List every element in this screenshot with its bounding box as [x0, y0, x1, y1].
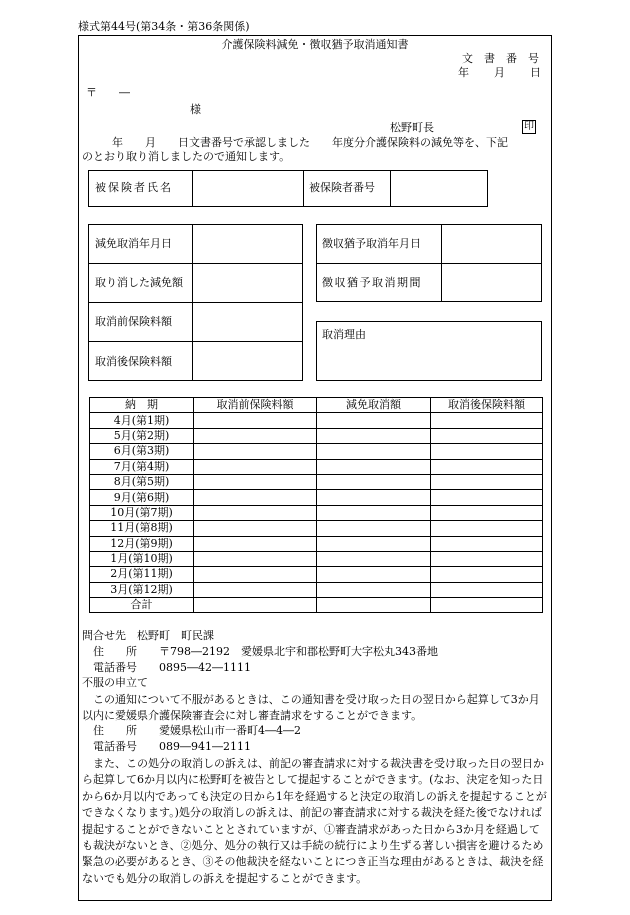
document-number-label: 文 書 番 号: [462, 52, 539, 65]
seal-mark: 印: [524, 121, 534, 132]
deferral-cancel-period-label: 徴収猶予取消期間: [322, 276, 422, 289]
form-number: 様式第44号(第34条・第36条関係): [78, 20, 250, 33]
date-label: 年 月 日: [458, 66, 542, 79]
period-cell: 12月(第9期): [90, 536, 194, 551]
period-cell: 6月(第3期): [90, 444, 194, 459]
table-row: [90, 444, 543, 459]
table-row: [90, 459, 543, 474]
period-cell: 10月(第7期): [90, 505, 194, 520]
header-due-period: 納 期: [90, 398, 194, 413]
table-row: [90, 582, 543, 597]
appeal-heading: 不服の申立て: [82, 676, 148, 689]
period-cell: 11月(第8期): [90, 521, 194, 536]
reduction-cancel-date-label: 減免取消年月日: [95, 237, 172, 250]
period-cell: 1月(第10期): [90, 551, 194, 566]
period-cell: 7月(第4期): [90, 459, 194, 474]
period-cell: 2月(第11期): [90, 567, 194, 582]
deferral-cancel-date-label: 徴収猶予取消年月日: [322, 237, 421, 250]
recipient-honorific: 様: [190, 103, 201, 116]
table-row: [90, 474, 543, 489]
header-pre-cancel-premium: 取消前保険料額: [194, 398, 317, 413]
intro-text-line1: 年 月 日文書番号で承認しました 年度分介護保険料の減免等を、下記: [90, 136, 508, 149]
contact-address: 住 所 〒798―2192 愛媛県北宇和郡松野町大字松丸343番地: [82, 645, 438, 658]
period-cell: 5月(第2期): [90, 428, 194, 443]
header-post-cancel-premium: 取消後保険料額: [431, 398, 543, 413]
appeal-paragraph-2: また、この処分の取消しの訴えは、前記の審査請求に対する裁決書を受け取った日の翌日から起算して6か月以内に松野町を被告として提起することができます。(なお、決定を知った日から6か月以内であっても決定の日から1年を経過すると決定の取消しの訴えを提起することができなくなります。)処分の取消しの訴えは、前記の審査請求に対する裁決を経た後でなければ提起することができないこととされていますが、①審査請求があった日から3か月を経過しても裁決がないとき、②処分、処分の執行又は手続の続行により生ずる著しい損害を避けるため緊急の必要があるとき、③その他裁決を経ないことにつき正当な理由があるときは、裁決を経ないでも処分の取消しの訴えを提起することができます。: [82, 757, 547, 885]
contact-phone: 電話番号 0895―42―1111: [82, 661, 251, 674]
pre-cancel-premium-label: 取消前保険料額: [95, 315, 172, 328]
insured-number-label: 被保険者番号: [309, 181, 375, 194]
appeal-paragraph-1: この通知について不服があるときは、この通知書を受け取った日の翌日から起算して3か月以内に愛媛県介護保険審査会に対し審査請求をすることができます。: [82, 693, 540, 722]
post-cancel-premium-label: 取消後保険料額: [95, 355, 172, 368]
postal-code-mark: 〒 ―: [86, 86, 130, 99]
issuer-name: 松野町長: [390, 121, 434, 134]
total-cell: 合計: [90, 598, 194, 613]
table-row-total: [90, 598, 543, 613]
document-title: 介護保険料減免・徴収猶予取消通知書: [221, 38, 409, 51]
period-cell: 9月(第6期): [90, 490, 194, 505]
header-reduction-cancel-amount: 減免取消額: [317, 398, 431, 413]
table-row: [90, 505, 543, 520]
premium-schedule-table: [89, 397, 543, 613]
contact-department: 問合せ先 松野町 町民課: [82, 629, 214, 642]
table-row: [90, 551, 543, 566]
period-cell: 8月(第5期): [90, 474, 194, 489]
insured-name-label: 被保険者氏名: [95, 181, 173, 194]
period-cell: 3月(第12期): [90, 582, 194, 597]
period-cell: 4月(第1期): [90, 413, 194, 428]
appeal-address: 住 所 愛媛県松山市一番町4―4―2: [82, 724, 301, 737]
intro-text-line2: のとおり取り消しましたので通知します。: [82, 150, 291, 163]
table-row: [90, 413, 543, 428]
table-row: [90, 536, 543, 551]
table-row: [90, 490, 543, 505]
cancelled-reduction-amount-label: 取り消した減免額: [95, 276, 183, 289]
appeal-phone: 電話番号 089―941―2111: [82, 740, 251, 753]
table-row: [90, 428, 543, 443]
table-row: [90, 567, 543, 582]
cancel-reason-label: 取消理由: [322, 328, 366, 341]
table-row: [90, 521, 543, 536]
